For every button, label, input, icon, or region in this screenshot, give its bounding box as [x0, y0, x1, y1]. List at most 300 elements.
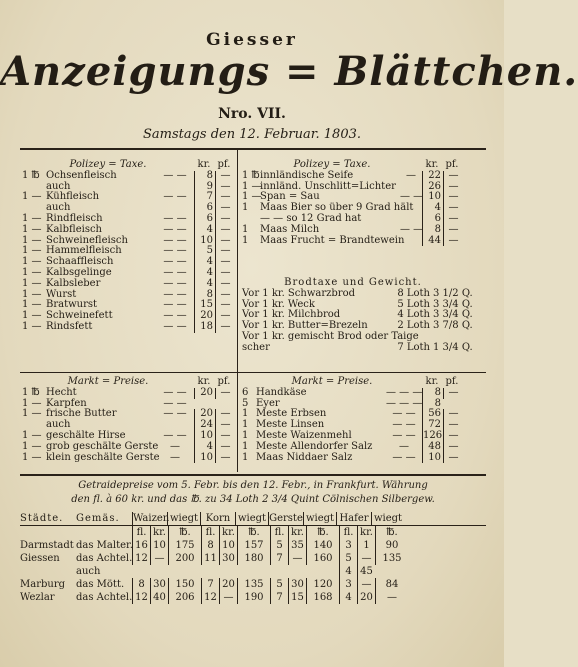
kr: 30	[288, 578, 306, 591]
quantity: 1 —	[22, 299, 42, 311]
fl: 5	[270, 578, 288, 591]
filler-dash: — —	[163, 299, 187, 311]
filler-dash: — —	[392, 408, 416, 420]
filler-dash: — —	[163, 234, 187, 246]
weight: 200	[168, 552, 201, 565]
bread-row	[242, 332, 464, 343]
item-name: auch	[46, 180, 71, 192]
item-name: Maas Milch	[260, 223, 320, 235]
price-kr: 126	[423, 429, 443, 441]
kr: 10	[150, 539, 168, 552]
quantity: 1 —	[22, 429, 42, 441]
quantity: 1	[242, 429, 249, 441]
quantity: 1 —	[22, 408, 42, 420]
item-name: Hecht	[46, 386, 77, 398]
filler-dash: — —	[400, 223, 424, 235]
price-kr: 15	[194, 300, 215, 311]
bread-weight-quint: 3 3/4 Q.	[433, 309, 473, 321]
col-gemas: Gemäs.	[76, 513, 120, 524]
kr: 20	[219, 578, 237, 591]
item-name: Meste Linsen	[256, 419, 325, 431]
filler-dash: — —	[163, 256, 187, 268]
item-name: Karpfen	[46, 397, 87, 409]
price-kr: 4	[422, 203, 443, 214]
price-kr: 6	[422, 214, 443, 225]
bread-row	[242, 341, 473, 354]
sub-fl: fl.	[132, 526, 150, 539]
price-kr: 20	[194, 311, 215, 322]
markt-preise-left	[22, 377, 235, 463]
quantity: 1 —	[22, 310, 42, 322]
fl: 12	[132, 552, 150, 565]
price-row	[242, 388, 464, 399]
kr: 1	[357, 539, 375, 552]
bread-item: Vor 1 kr. gemischt Brod oder Taige	[242, 330, 419, 342]
price-pf: —	[443, 171, 463, 182]
kr: 20	[357, 591, 375, 604]
bread-weight-quint: 3 1/2 Q.	[433, 287, 473, 299]
price-pf: —	[443, 409, 463, 420]
price-kr: 24	[194, 420, 215, 431]
quantity: 1 —	[242, 180, 262, 192]
mid-rule	[20, 372, 486, 373]
grain-row	[20, 565, 486, 578]
weight: 175	[168, 539, 201, 552]
filler-dash: — —	[163, 223, 187, 235]
price-kr: 48	[422, 442, 443, 453]
col-pf: pf.	[445, 159, 459, 170]
measure: das Achtel.	[76, 553, 133, 564]
fl: 8	[132, 578, 150, 591]
price-pf: —	[443, 388, 463, 399]
price-kr: 6	[194, 203, 215, 214]
grain-rule	[20, 474, 486, 476]
fl: 5	[339, 552, 357, 565]
quantity: 1	[242, 451, 249, 463]
quantity: 1 —	[22, 191, 42, 203]
weight: 157	[237, 539, 270, 552]
item-name: Kalbsgelinge	[46, 266, 112, 278]
quantity: 1 —	[22, 288, 42, 300]
weight: 180	[237, 552, 270, 565]
section-title: Markt = Preise.	[291, 376, 373, 387]
fl: 12	[132, 591, 150, 604]
bread-weight-quint: 1 3/4 Q.	[433, 341, 473, 353]
price-pf: —	[215, 203, 235, 214]
section-title: Polizey = Taxe.	[69, 159, 147, 170]
kr: 30	[150, 578, 168, 591]
bread-weight-loth: 2 Loth	[397, 320, 430, 332]
weight: 150	[168, 578, 201, 591]
item-name: Rindsfett	[46, 320, 93, 332]
item-name: Eyer	[256, 397, 280, 409]
filler-dash: — —	[392, 419, 416, 431]
kr: 40	[150, 591, 168, 604]
item-name: Schweinefett	[46, 310, 113, 322]
quantity: 5	[242, 397, 249, 409]
price-pf: —	[443, 420, 463, 431]
fl: 5	[270, 539, 288, 552]
price-pf: —	[443, 182, 463, 193]
quantity: 1	[242, 202, 249, 214]
price-pf: —	[215, 279, 235, 290]
quantity: 1	[242, 440, 249, 452]
quantity: 1 —	[22, 212, 42, 224]
weight: 135	[237, 578, 270, 591]
section-title: Polizey = Taxe.	[293, 159, 371, 170]
bread-weight-loth: 4 Loth	[397, 309, 430, 321]
col-hafer: Hafer	[336, 512, 371, 525]
price-pf: —	[215, 192, 235, 203]
filler-dash: —	[170, 440, 180, 452]
polizey-taxe-left	[22, 160, 235, 333]
item-name: Maas Niddaer Salz	[256, 451, 353, 463]
price-kr: 7	[194, 192, 215, 203]
price-kr: 5	[194, 246, 215, 257]
quantity: 1 —	[22, 277, 42, 289]
price-row	[242, 236, 464, 247]
price-pf: —	[215, 290, 235, 301]
item-name: Maas Frucht = Brandtewein	[260, 234, 405, 246]
price-kr: 8	[422, 399, 443, 410]
filler-dash: — —	[163, 320, 187, 332]
filler-dash: —	[406, 169, 416, 181]
city: Wezlar	[20, 592, 55, 603]
measure: das Achtel.	[76, 592, 133, 603]
weight: 84	[375, 578, 408, 591]
price-kr: 20	[194, 388, 215, 399]
filler-dash: — —	[163, 310, 187, 322]
col-kr: kr.	[425, 159, 439, 170]
filler-dash: — —	[163, 408, 187, 420]
price-row	[242, 442, 464, 453]
sub-lb: ℔.	[168, 526, 201, 539]
col-wiegt2: wiegt	[235, 512, 268, 525]
price-pf: —	[443, 225, 463, 236]
kr: —	[219, 591, 237, 604]
price-row	[242, 225, 464, 236]
item-name: auch	[46, 419, 71, 431]
kr: 35	[288, 539, 306, 552]
price-pf: —	[443, 203, 463, 214]
bread-weight-loth: 7 Loth	[397, 341, 430, 353]
bread-item: scher	[242, 341, 270, 353]
grain-row	[20, 539, 486, 552]
brodtaxe	[242, 277, 473, 354]
price-kr: 72	[422, 420, 443, 431]
city: Marburg	[20, 579, 66, 590]
markt-preise-right	[242, 377, 464, 463]
bread-weight-loth: 8 Loth	[397, 287, 430, 299]
col-wiegt1: wiegt	[167, 512, 200, 525]
quantity: 1 —	[22, 256, 42, 268]
item-name: innländische Seife	[260, 169, 354, 181]
item-name: grob geschälte Gerste	[46, 440, 159, 452]
price-pf: —	[215, 182, 235, 193]
price-pf: —	[215, 246, 235, 257]
quantity: 1	[242, 223, 249, 235]
grain-row	[20, 578, 486, 591]
price-row	[22, 225, 235, 236]
price-row	[22, 442, 235, 453]
price-pf: —	[215, 300, 235, 311]
quantity: 1 —	[22, 266, 42, 278]
fl: 4	[339, 591, 357, 604]
bread-weight-quint: 3 7/8 Q.	[433, 320, 473, 332]
fl: 3	[339, 539, 357, 552]
filler-dash: — —	[392, 429, 416, 441]
quantity: 1 ℔	[22, 169, 40, 181]
quantity: 6	[242, 386, 249, 398]
measure: das Malter.	[76, 540, 133, 551]
filler-dash: — —	[163, 169, 187, 181]
item-name: klein geschälte Gerste	[46, 451, 160, 463]
filler-dash: — — —	[386, 397, 423, 409]
grain-row	[20, 552, 486, 565]
grain-header-row	[20, 512, 486, 526]
weight: 135	[375, 552, 408, 565]
top-rule	[20, 148, 486, 150]
weight: 160	[306, 552, 339, 565]
price-pf: —	[443, 236, 463, 247]
price-row	[22, 279, 235, 290]
bread-item: Vor 1 kr. Butter=Brezeln	[242, 320, 368, 332]
price-kr: 26	[422, 182, 443, 193]
item-name: — — so 12 Grad hat	[260, 212, 362, 224]
price-pf: —	[215, 388, 235, 399]
price-kr: 20	[194, 409, 215, 420]
filler-dash: — —	[163, 212, 187, 224]
quantity: 1 —	[22, 234, 42, 246]
price-pf: —	[215, 311, 235, 322]
filler-dash: —	[170, 451, 180, 463]
weight: 190	[237, 591, 270, 604]
price-row	[22, 453, 235, 464]
kr: 10	[219, 539, 237, 552]
price-pf: —	[215, 214, 235, 225]
quantity: 1 —	[22, 397, 42, 409]
kr: 45	[357, 565, 375, 578]
price-kr: 10	[194, 431, 215, 442]
price-row	[242, 453, 464, 464]
price-kr: 4	[194, 442, 215, 453]
sub-lb: ℔.	[237, 526, 270, 539]
quantity: 1 —	[242, 191, 262, 203]
item-name: innländ. Unschlitt=Lichter	[260, 180, 396, 192]
price-pf: —	[215, 268, 235, 279]
masthead-title: Anzeigungs = Blättchen.	[0, 48, 578, 95]
kr: —	[288, 552, 306, 565]
quantity: 1	[242, 408, 249, 420]
sub-fl: fl.	[339, 526, 357, 539]
fl: 3	[339, 578, 357, 591]
price-pf: —	[215, 442, 235, 453]
item-name: Kalbfleisch	[46, 223, 102, 235]
price-pf: —	[215, 431, 235, 442]
weight: 120	[306, 578, 339, 591]
col-stadte: Städte.	[20, 513, 64, 524]
grain-subheader-row	[20, 526, 486, 539]
section-title: Markt = Preise.	[67, 376, 149, 387]
item-name: auch	[46, 202, 71, 214]
grain-price-table	[20, 512, 486, 604]
price-kr: 10	[422, 453, 443, 464]
price-row	[22, 171, 235, 182]
item-name: geschälte Hirse	[46, 429, 126, 441]
fl: 4	[339, 565, 357, 578]
item-name: Ochsenfleisch	[46, 169, 117, 181]
sub-kr: kr.	[288, 526, 306, 539]
col-pf: pf.	[445, 376, 459, 387]
kr: —	[357, 552, 375, 565]
item-name: Bratwurst	[46, 299, 98, 311]
bread-item: Vor 1 kr. Schwarzbrod	[242, 287, 355, 299]
fl: 7	[270, 552, 288, 565]
item-name: Meste Allendorfer Salz	[256, 440, 373, 452]
quantity: 1 —	[22, 320, 42, 332]
item-name: Span = Sau	[260, 191, 320, 203]
item-name: Wurst	[46, 288, 77, 300]
bread-row	[242, 287, 473, 300]
price-row	[22, 388, 235, 399]
price-pf: —	[443, 214, 463, 225]
bread-weight-quint: 3 3/4 Q.	[433, 298, 473, 310]
price-kr: 4	[194, 225, 215, 236]
bread-title: Brodtaxe und Gewicht.	[284, 277, 422, 288]
issue-date: Samstags den 12. Februar. 1803.	[142, 127, 361, 142]
kr: —	[357, 578, 375, 591]
col-wiegt4: wiegt	[371, 512, 404, 525]
kr: 30	[219, 552, 237, 565]
price-kr: 56	[422, 409, 443, 420]
fl: 16	[132, 539, 150, 552]
price-kr: 4	[194, 257, 215, 268]
quantity: 1 ℔	[22, 386, 40, 398]
sub-kr: kr.	[219, 526, 237, 539]
sub-fl: fl.	[270, 526, 288, 539]
filler-dash: — —	[163, 429, 187, 441]
weight: 168	[306, 591, 339, 604]
filler-dash: — —	[400, 191, 424, 203]
col-wiegt3: wiegt	[303, 512, 336, 525]
col-korn: Korn	[200, 512, 235, 525]
item-name: Hammelfleisch	[46, 245, 122, 257]
filler-dash: —	[399, 440, 409, 452]
grain-row	[20, 591, 486, 604]
fl: 8	[201, 539, 219, 552]
weight: 140	[306, 539, 339, 552]
fl: 7	[270, 591, 288, 604]
price-pf: —	[215, 409, 235, 420]
item-name: Maas Bier so über 9 Grad hält	[260, 202, 414, 214]
quantity: 1	[242, 234, 249, 246]
filler-dash: — —	[163, 397, 187, 409]
city: Darmstadt	[20, 540, 74, 551]
price-kr: 44	[422, 236, 443, 247]
col-kr: kr.	[197, 376, 211, 387]
kr: 15	[288, 591, 306, 604]
item-name: Handkäse	[256, 386, 307, 398]
bread-weight-loth: 5 Loth	[397, 298, 430, 310]
item-name: Kühfleisch	[46, 191, 100, 203]
item-name: Meste Waizenmehl	[256, 429, 352, 441]
price-pf: —	[215, 257, 235, 268]
filler-dash: — —	[163, 386, 187, 398]
price-kr: 6	[194, 214, 215, 225]
price-kr: 8	[194, 290, 215, 301]
col-gerste: Gerste	[269, 513, 303, 524]
polizey-taxe-right	[242, 160, 464, 246]
col-kr: kr.	[425, 376, 439, 387]
col-kr: kr.	[197, 159, 211, 170]
measure: das Mött.	[76, 579, 125, 590]
price-kr: 4	[194, 279, 215, 290]
filler-dash: — —	[163, 288, 187, 300]
item-name: Schaaffleisch	[46, 256, 114, 268]
price-pf: —	[443, 192, 463, 203]
price-pf: —	[215, 236, 235, 247]
quantity: 1 —	[22, 245, 42, 257]
item-name: frische Butter	[46, 408, 117, 420]
masthead-city: Giesser	[206, 30, 298, 50]
quantity: 1	[242, 419, 249, 431]
issue-number: Nro. VII.	[218, 106, 286, 122]
sub-fl: fl.	[201, 526, 219, 539]
measure: auch	[76, 566, 101, 577]
filler-dash: — —	[392, 451, 416, 463]
grain-heading-2: den fl. à 60 kr. und das ℔. zu 34 Loth 2 3/4 Quint Cölnischen Silbergew.	[71, 494, 435, 505]
price-row	[22, 322, 235, 333]
price-kr: 10	[422, 192, 443, 203]
fl: 7	[201, 578, 219, 591]
quantity: 1 —	[22, 451, 42, 463]
col-pf: pf.	[217, 159, 231, 170]
price-kr: 8	[422, 225, 443, 236]
price-pf: —	[215, 225, 235, 236]
price-kr: 9	[194, 182, 215, 193]
kr: —	[150, 552, 168, 565]
price-kr: 10	[194, 236, 215, 247]
price-kr: 18	[194, 322, 215, 333]
filler-dash: — —	[163, 191, 187, 203]
weight: 90	[375, 539, 408, 552]
filler-dash: — —	[163, 266, 187, 278]
filler-dash: — —	[163, 245, 187, 257]
col-waizen: Waizen	[133, 513, 170, 524]
quantity: 1 —	[22, 223, 42, 235]
fl: 12	[201, 591, 219, 604]
price-kr: 4	[194, 268, 215, 279]
price-pf: —	[215, 322, 235, 333]
fl: 11	[201, 552, 219, 565]
sub-lb: ℔.	[375, 526, 408, 539]
price-pf: —	[443, 442, 463, 453]
price-pf: —	[215, 420, 235, 431]
weight: 206	[168, 591, 201, 604]
sub-kr: kr.	[357, 526, 375, 539]
quantity: 1 ℔	[242, 169, 260, 181]
price-pf: —	[443, 431, 463, 442]
bread-item: Vor 1 kr. Milchbrod	[242, 309, 341, 321]
item-name: Meste Erbsen	[256, 408, 327, 420]
filler-dash: — —	[163, 277, 187, 289]
city: Giessen	[20, 553, 60, 564]
item-name: Schweinefleisch	[46, 234, 128, 246]
price-pf: —	[215, 171, 235, 182]
price-kr: 8	[194, 171, 215, 182]
filler-dash: — — —	[386, 386, 423, 398]
price-kr: 22	[422, 171, 443, 182]
